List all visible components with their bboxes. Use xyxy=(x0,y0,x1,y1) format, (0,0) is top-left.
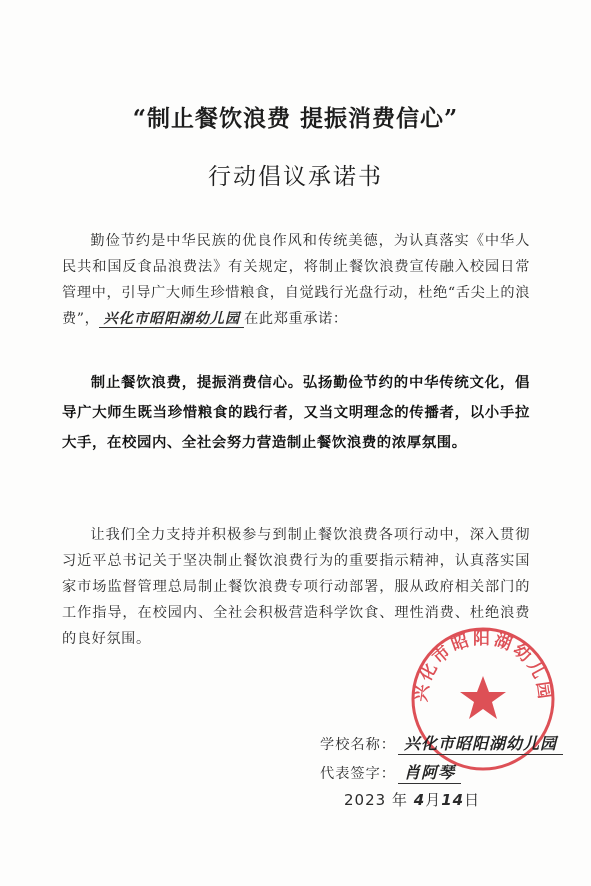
signing-date xyxy=(344,789,480,810)
representative-label: 代表签字： xyxy=(320,766,396,782)
date-month: 4 xyxy=(413,791,426,809)
seal-arc-text: 兴化市昭阳湖幼儿园 xyxy=(411,629,555,703)
paragraph-commitment: 制止餐饮浪费，提振消费信心。弘扬勤俭节约的中华传统文化，倡导广大师生既当珍惜粮食的践行者，又当文明理念的传播者，以小手拉大手，在校园内、全社会努力营造制止餐饮浪费的浓厚氛围。 xyxy=(62,375,530,451)
seal-star-icon xyxy=(460,676,506,719)
representative-signature: 肖阿琴 xyxy=(398,760,461,784)
date-year: 2023 xyxy=(344,791,387,809)
date-month-unit: 月 xyxy=(425,791,442,809)
date-year-unit: 年 xyxy=(391,791,408,809)
school-name-value: 兴化市昭阳湖幼儿园 xyxy=(398,731,563,755)
school-name-row xyxy=(320,731,563,755)
document-subtitle: 行动倡议承诺书 xyxy=(208,164,383,190)
date-day-unit: 日 xyxy=(464,791,481,809)
paragraph-call-to-action: 让我们全力支持并积极参与到制止餐饮浪费各项行动中，深入贯彻习近平总书记关于坚决制止餐饮浪费行为的重要指示精神，认真落实国家市场监督管理总局制止餐饮浪费专项行动部署，服从政府相关部门的工作指导，在校园内、全社会积极营造科学饮食、理性消费、杜绝浪费的良好氛围。 xyxy=(62,527,530,647)
date-day: 14 xyxy=(441,791,465,809)
handwritten-school-name: 兴化市昭阳湖幼儿园 xyxy=(99,311,244,328)
paragraph-intro-end: 在此郑重承诺： xyxy=(244,311,348,327)
document-title: “制止餐饮浪费 提振消费信心” xyxy=(132,105,459,132)
representative-row xyxy=(320,760,461,784)
school-name-label: 学校名称： xyxy=(320,737,396,753)
paragraph-intro xyxy=(62,228,530,332)
paragraph-intro-text: 勤俭节约是中华民族的优良作风和传统美德，为认真落实《中华人民共和国反食品浪费法》有关规定，将制止餐饮浪费宣传融入校园日常管理中，引导广大师生珍惜粮食，自觉践行光盘行动，杜绝“舌尖上的浪费”， xyxy=(62,233,530,327)
